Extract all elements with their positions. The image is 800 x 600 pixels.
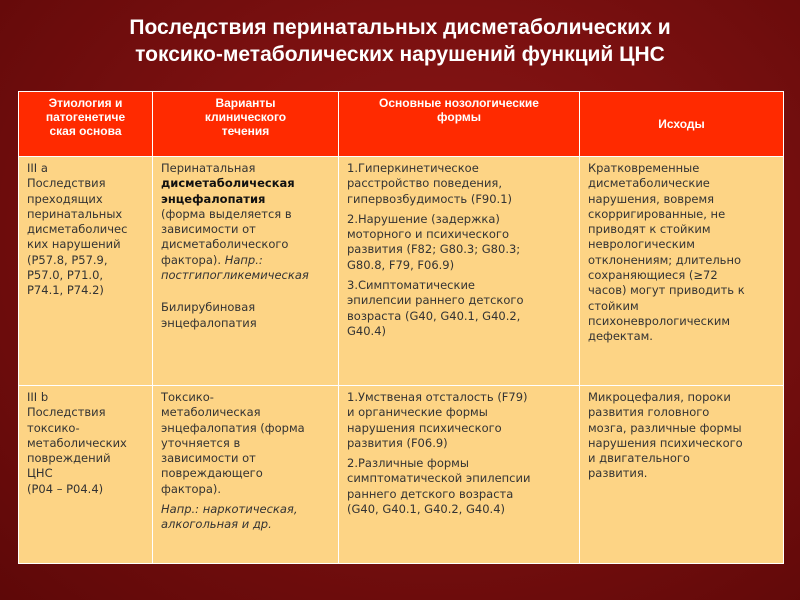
row1-etiology: III а Последствия преходящих перинатальных дисметаболичес ких нарушений (P57.8, P57.9, P57.0, P71.0, P74.1, P74.2) [19,157,153,386]
row2-outcome: Микроцефалия, пороки развития головного мозга, различные формы нарушения психического и двигательного развития. [580,386,784,564]
etiology-table [18,91,784,564]
header-outcomes: Исходы [580,92,784,157]
title-line-1: Последствия перинатальных дисметаболических и [129,16,671,39]
header-variants: Варианты клинического течения [153,92,339,157]
row2-forms: 1.Умственая отсталость (F79) и органические формы нарушения психического развития (F06.9) 2.Различные формы симптоматической эпилепсии раннего детского возраста (G40, G40.1, G40.2, G40.4) [339,386,580,564]
title-line-2: токсико-метаболических нарушений функций ЦНС [135,43,665,66]
page-title [0,14,800,68]
row2-etiology: III b Последствия токсико- метаболических повреждений ЦНС (P04 – P04.4) [19,386,153,564]
row1-outcome: Кратковременные дисметаболические нарушения, вовремя скорригированные, не приводят к стойким неврологическим отклонениям; длительно сохраняющиеся (≥72 часов) могут приводить к стойким психоневрологическим дефектам. [580,157,784,386]
header-forms: Основные нозологические формы [339,92,580,157]
row2-variant: Токсико- метаболическая энцефалопатия (форма уточняется в зависимости от повреждающего фактора). Напр.: наркотическая, алкогольная и др. [153,386,339,564]
table-row [19,157,784,386]
row1-forms: 1.Гиперкинетическое расстройство поведения, гипервозбудимость (F90.1) 2.Нарушение (задержка) моторного и психического развития (F82; G80.3; G80.3; G80.8, F79, F06.9) 3.Симптоматические эпилепсии раннего детского возраста (G40, G40.1, G40.2, G40.4) [339,157,580,386]
table-row [19,386,784,564]
row1-variant: Перинатальная дисметаболическая энцефалопатия (форма выделяется в зависимости от дисметаболического фактора). Напр.: постгипогликемическая Билирубиновая энцефалопатия [153,157,339,386]
header-row [19,92,784,157]
header-etiology: Этиология и патогенетиче ская основа [19,92,153,157]
